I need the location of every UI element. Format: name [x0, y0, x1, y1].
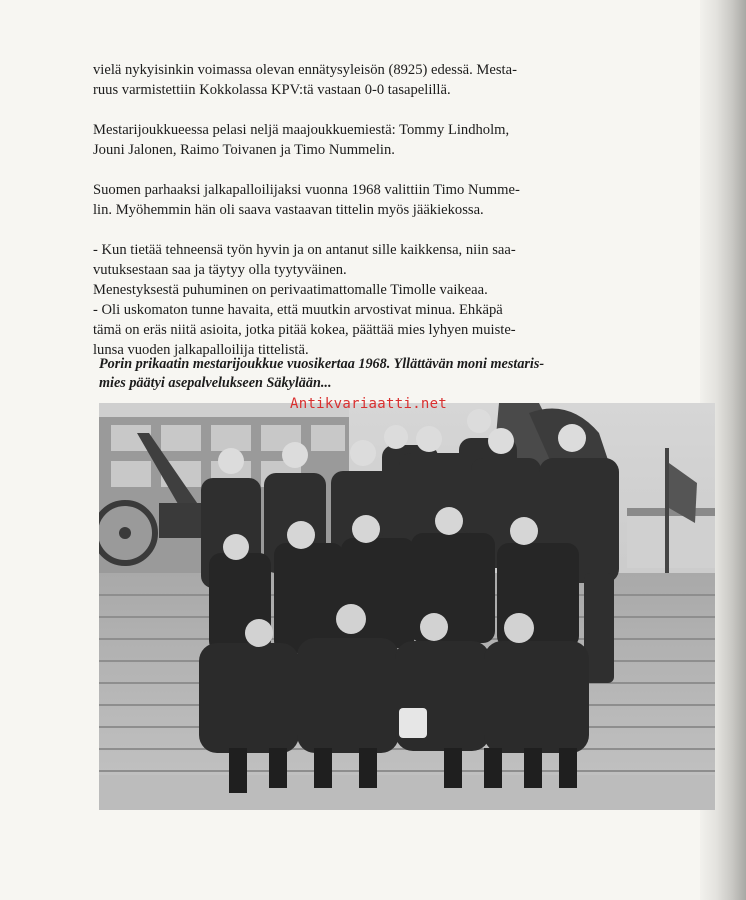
body-text [93, 60, 553, 360]
paragraph-2: Mestarijoukkueessa pelasi neljä maajoukkuemiestä: Tommy Lindholm, Jouni Jalonen, Raimo Toivanen ja Timo Nummelin. [93, 122, 510, 158]
photo-caption: Porin prikaatin mestarijoukkue vuosikertaa 1968. Yllättävän moni mestaris- mies päätyi asepalvelukseen Säkylään... [99, 356, 545, 391]
paragraph-3: Suomen parhaaksi jalkapalloilijaksi vuonna 1968 valittiin Timo Numme- lin. Myöhemmin hän oli saava vastaavan tittelin myös jääkiekossa. [93, 182, 520, 218]
team-photo [99, 403, 715, 810]
paragraph-4: - Kun tietää tehneensä työn hyvin ja on antanut sille kaikkensa, niin saa- vutuksestaan saa ja täytyy olla tyytyväinen. Menestyksestä puhuminen on perivaatimattomalle Timolle vaikeaa. - Oli uskomaton tunne havaita, että muutkin arvostivat minua. Ehkäpä tämä on eräs niitä asioita, jotka pitää kokea, päättää mies lyhyen muiste- lunsa vuoden jalkapalloilija tittelistä. [93, 242, 516, 358]
watermark: Antikvariaatti.net [290, 396, 448, 412]
paragraph-1: vielä nykyisinkin voimassa olevan ennätysyleisön (8925) edessä. Mesta- ruus varmistettiin Kokkolassa KPV:tä vastaan 0-0 tasapelillä. [93, 62, 517, 98]
team-photo-illustration [99, 403, 715, 810]
